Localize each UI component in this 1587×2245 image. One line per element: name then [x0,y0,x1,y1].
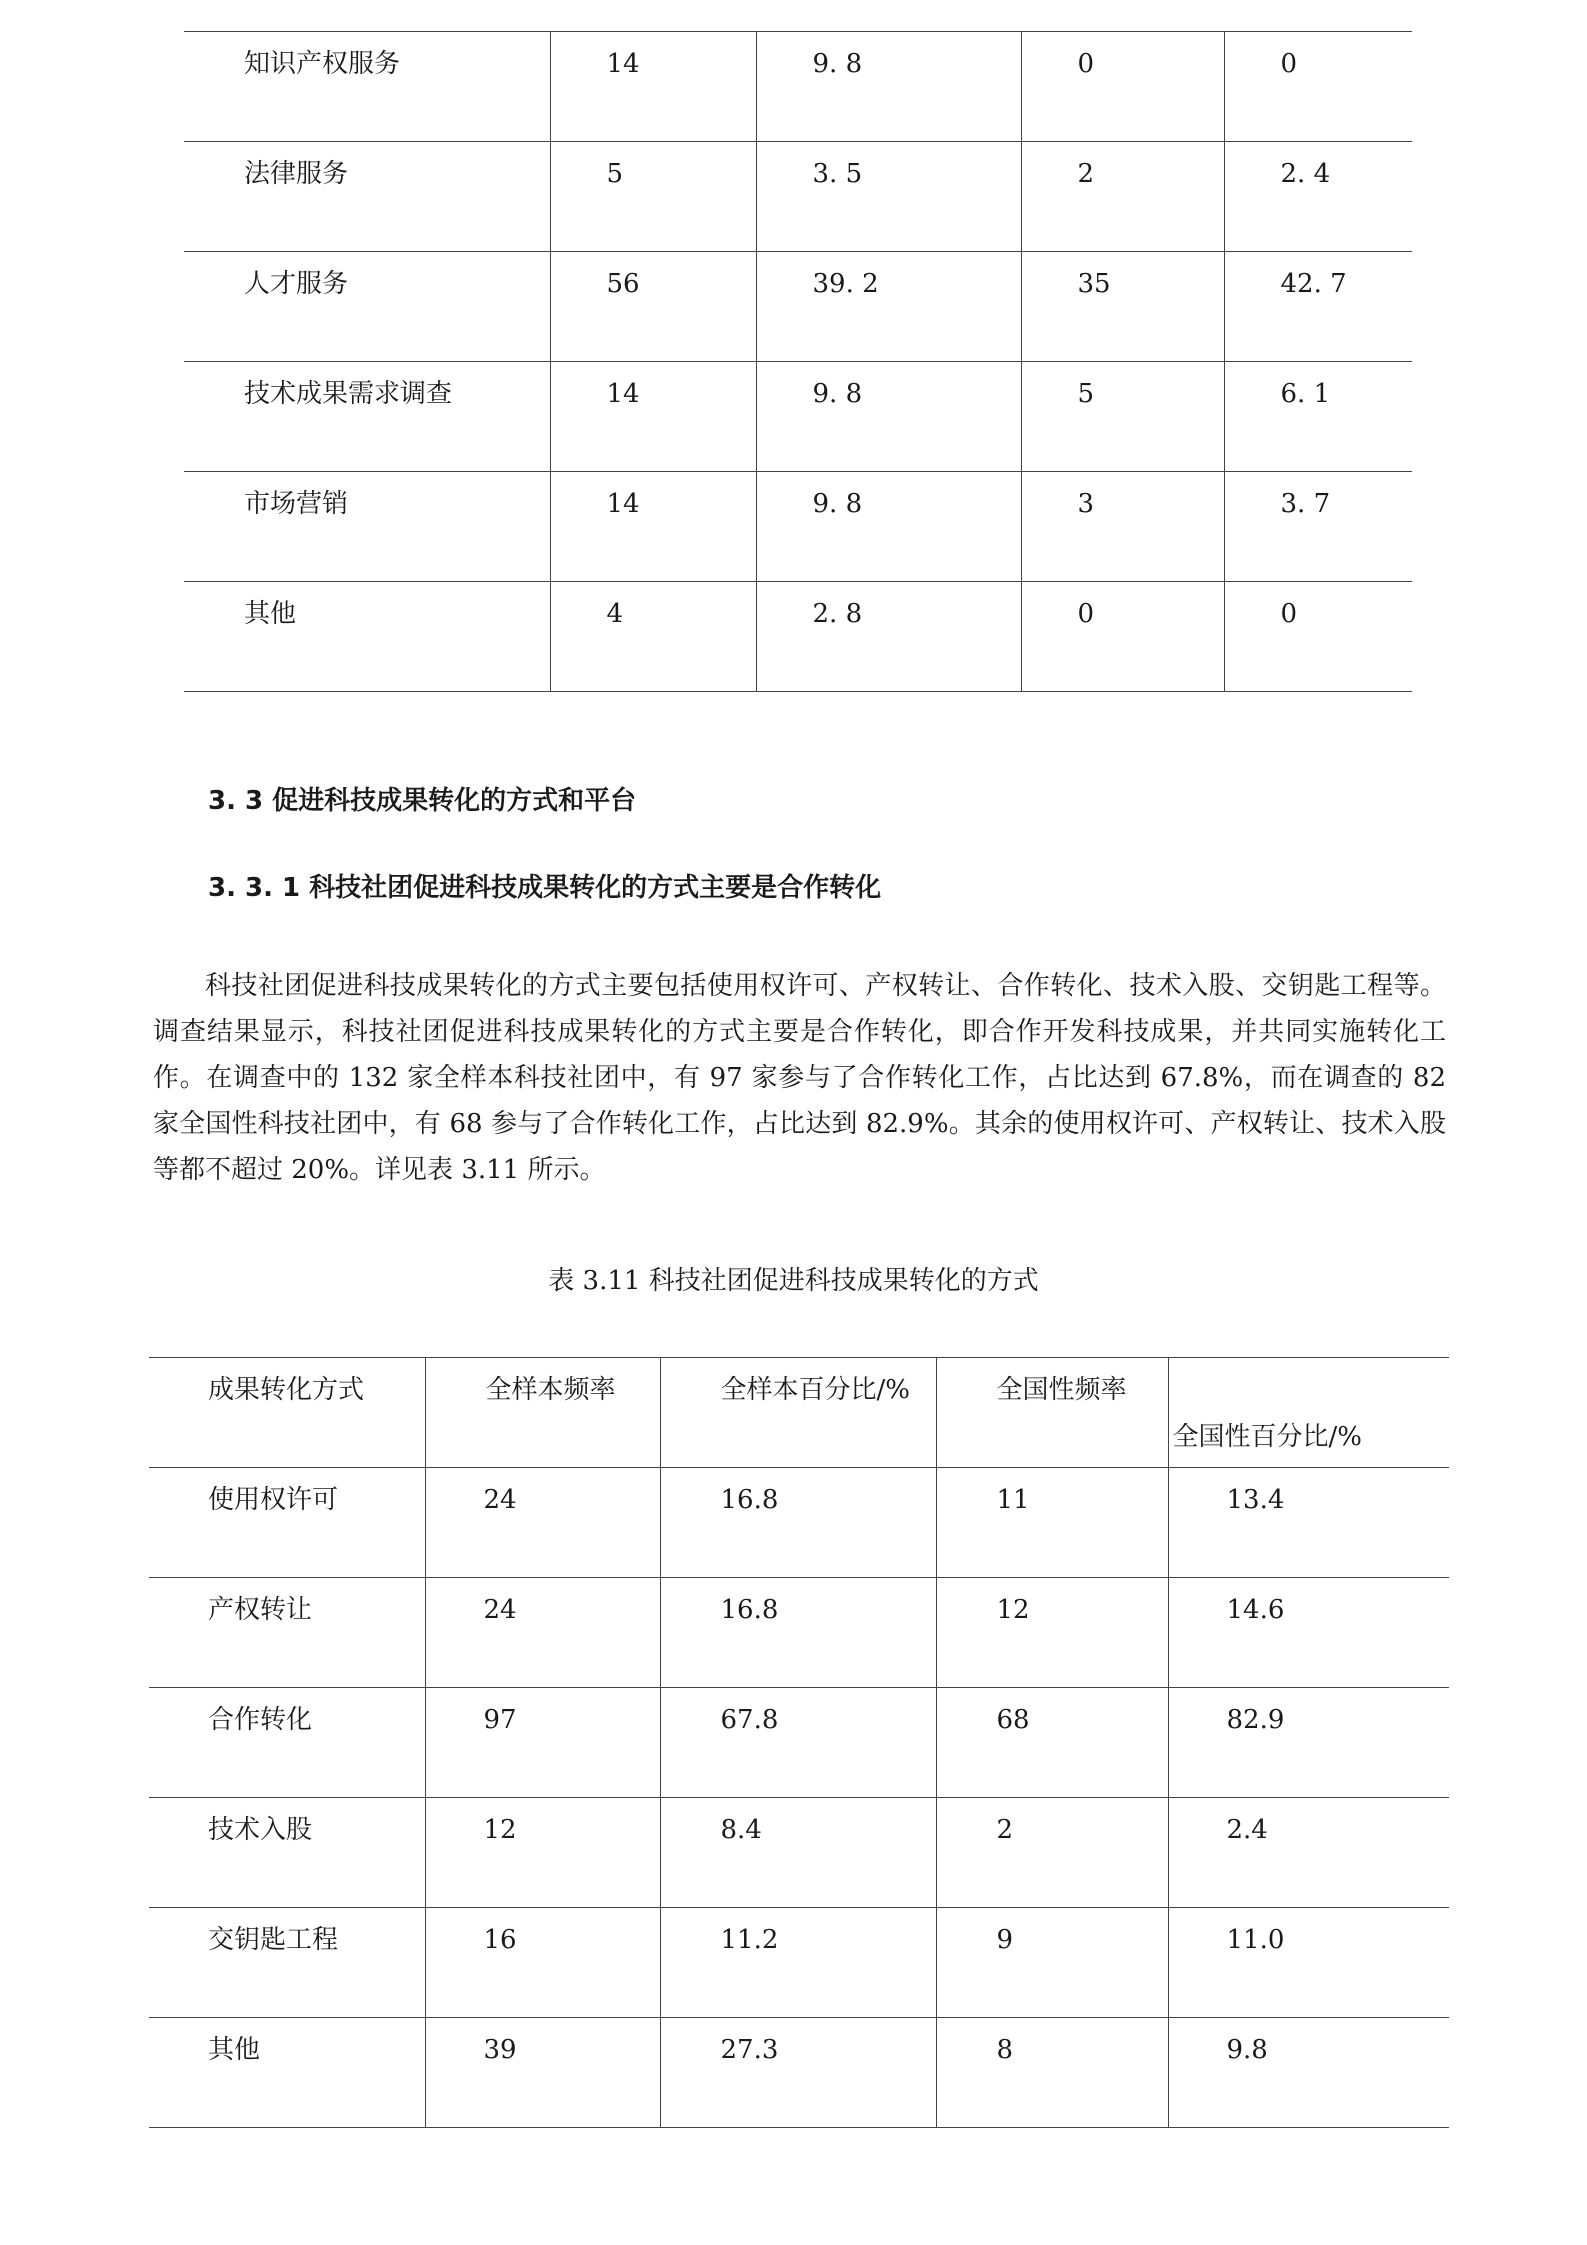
table-row [149,1578,1449,1688]
table-cell: 82.9 [1168,1688,1449,1798]
table-cell: 2. 4 [1224,142,1412,252]
service-type-cell: 其他 [184,582,550,692]
table-row [149,1468,1449,1578]
table-cell: 5 [550,142,756,252]
table-cell: 97 [425,1688,660,1798]
table-cell: 9.8 [1168,2018,1449,2128]
table-cell: 9. 8 [756,362,1021,472]
table-cell: 14 [550,472,756,582]
conversion-methods-table [149,1357,1449,2128]
table-row [149,2018,1449,2128]
table-cell: 0 [1224,582,1412,692]
table-cell: 24 [425,1578,660,1688]
table-cell: 39. 2 [756,252,1021,362]
service-type-cell: 知识产权服务 [184,32,550,142]
table-cell: 0 [1021,32,1224,142]
table-cell: 27.3 [660,2018,936,2128]
previous-table [184,31,1412,692]
table-cell: 2.4 [1168,1798,1449,1908]
table-cell: 2 [1021,142,1224,252]
table-cell: 6. 1 [1224,362,1412,472]
table-cell: 3 [1021,472,1224,582]
table-cell: 16 [425,1908,660,2018]
table-cell: 24 [425,1468,660,1578]
table-cell: 56 [550,252,756,362]
column-header: 成果转化方式 [149,1358,425,1468]
table-row [184,252,1412,362]
service-type-cell: 人才服务 [184,252,550,362]
column-header: 全样本百分比/% [660,1358,936,1468]
table-cell: 12 [425,1798,660,1908]
table-cell: 14 [550,32,756,142]
method-cell: 合作转化 [149,1688,425,1798]
column-header: 全国性百分比/% [1168,1358,1449,1468]
table-cell: 3. 5 [756,142,1021,252]
table-cell: 4 [550,582,756,692]
table-row [184,362,1412,472]
table-cell: 14.6 [1168,1578,1449,1688]
table-cell: 68 [936,1688,1168,1798]
method-cell: 使用权许可 [149,1468,425,1578]
subsection-heading: 3. 3. 1 科技社团促进科技成果转化的方式主要是合作转化 [208,873,882,903]
table-row [149,1798,1449,1908]
table-row [184,32,1412,142]
table-cell: 3. 7 [1224,472,1412,582]
table-cell: 16.8 [660,1468,936,1578]
table-cell: 5 [1021,362,1224,472]
service-type-cell: 法律服务 [184,142,550,252]
service-type-cell: 市场营销 [184,472,550,582]
table-caption: 表 3.11 科技社团促进科技成果转化的方式 [548,1266,1039,1296]
table-cell: 42. 7 [1224,252,1412,362]
table-cell: 2 [936,1798,1168,1908]
method-cell: 技术入股 [149,1798,425,1908]
table-cell: 2. 8 [756,582,1021,692]
table-cell: 9 [936,1908,1168,2018]
table-row [184,472,1412,582]
table-cell: 11.2 [660,1908,936,2018]
table-cell: 11 [936,1468,1168,1578]
column-header: 全样本频率 [425,1358,660,1468]
table-cell: 67.8 [660,1688,936,1798]
table-cell: 16.8 [660,1578,936,1688]
table-row [184,582,1412,692]
table-cell: 0 [1021,582,1224,692]
table-cell: 39 [425,2018,660,2128]
table-row [149,1908,1449,2018]
method-cell: 交钥匙工程 [149,1908,425,2018]
table-cell: 9. 8 [756,32,1021,142]
table-cell: 35 [1021,252,1224,362]
service-type-cell: 技术成果需求调查 [184,362,550,472]
table-cell: 13.4 [1168,1468,1449,1578]
table-cell: 12 [936,1578,1168,1688]
table-cell: 0 [1224,32,1412,142]
table-row [184,142,1412,252]
method-cell: 其他 [149,2018,425,2128]
section-heading: 3. 3 促进科技成果转化的方式和平台 [208,786,637,816]
column-header: 全国性频率 [936,1358,1168,1468]
table-cell: 14 [550,362,756,472]
table-cell: 8.4 [660,1798,936,1908]
method-cell: 产权转让 [149,1578,425,1688]
table-cell: 9. 8 [756,472,1021,582]
table-cell: 11.0 [1168,1908,1449,2018]
table-cell: 8 [936,2018,1168,2128]
table-row [149,1688,1449,1798]
table-header-row [149,1358,1449,1468]
body-paragraph: 科技社团促进科技成果转化的方式主要包括使用权许可、产权转让、合作转化、技术入股、交钥匙工程等。调查结果显示，科技社团促进科技成果转化的方式主要是合作转化，即合作开发科技成果，并共同实施转化工作。在调查中的 132 家全样本科技社团中，有 97 家参与了合作转化工作，占比达到 67.8%，而在调查的 82 家全国性科技社团中，有 68 参与了合作转化工作，占比达到 82.9%。其余的使用权许可、产权转让、技术入股等都不超过 20%。详见表 3.11 所示。 [153,971,1446,1185]
